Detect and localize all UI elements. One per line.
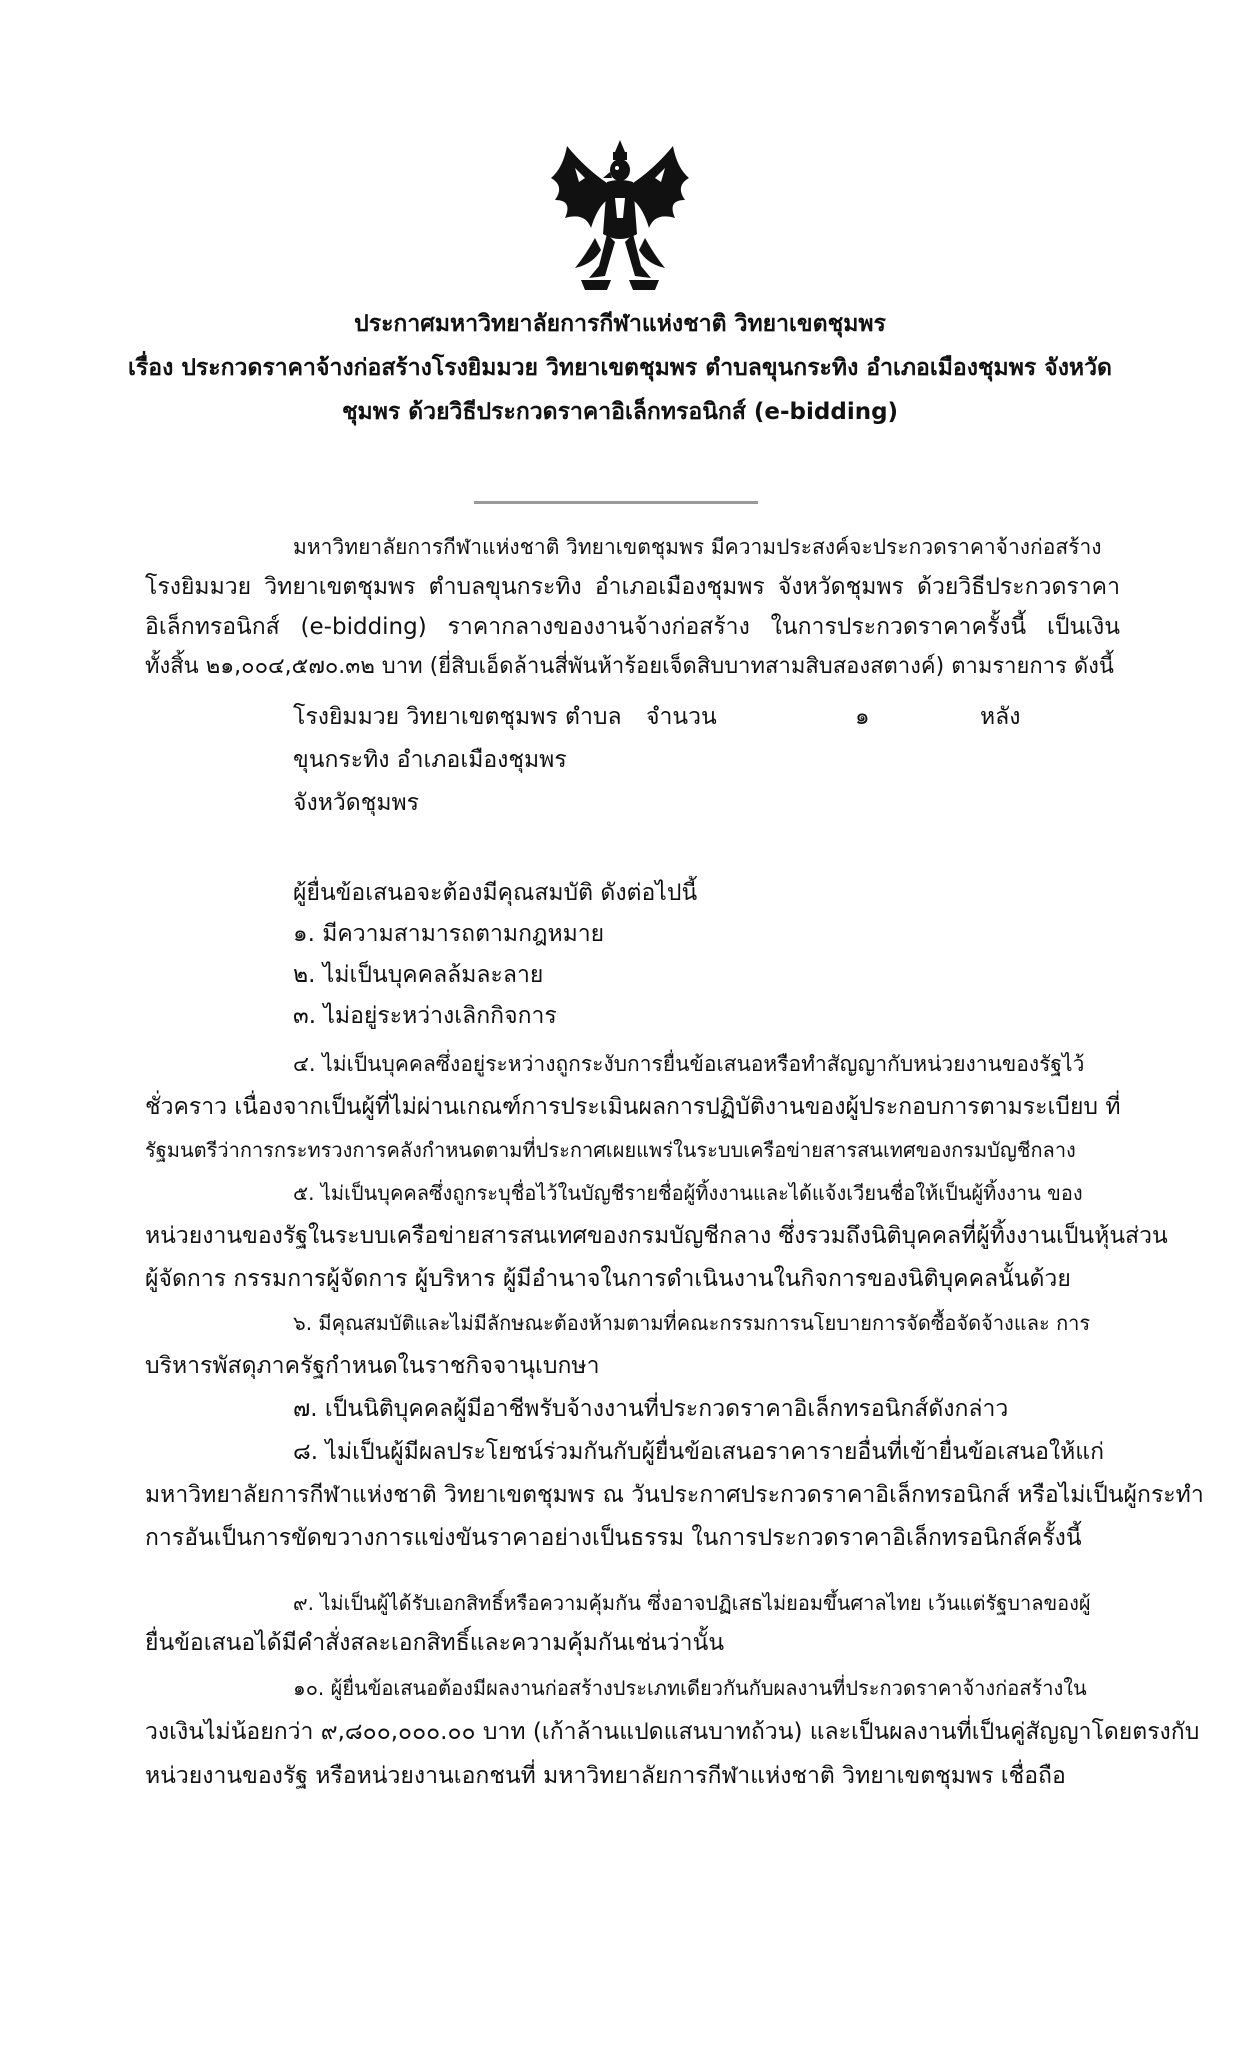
intro-line: โรงยิมมวย วิทยาเขตชุมพร ตำบลขุนกระทิง อำเภอเมืองชุมพร จังหวัดชุมพร ด้วยวิธีประกวดราคา — [145, 574, 1120, 600]
qualification-item: ผู้จัดการ กรรมการผู้จัดการ ผู้บริหาร ผู้มีอำนาจในการดำเนินงานในกิจการของนิติบุคคลนั้นด้วย — [145, 1266, 1071, 1292]
qualification-item: ๘. ไม่เป็นผู้มีผลประโยชน์ร่วมกันกับผู้ยื่นข้อเสนอราคารายอื่นที่เข้ายื่นข้อเสนอให้แก่ — [293, 1439, 1105, 1465]
qualification-item: ๑. มีความสามารถตามกฎหมาย — [293, 921, 605, 947]
qualification-item: บริหารพัสดุภาครัฐกำหนดในราชกิจจานุเบกษา — [145, 1353, 600, 1379]
qualification-item: ๙. ไม่เป็นผู้ได้รับเอกสิทธิ์หรือความคุ้มกัน ซึ่งอาจปฏิเสธไม่ยอมขึ้นศาลไทย เว้นแต่รัฐบาลของผู้ — [293, 1591, 1091, 1615]
announcement-title: ประกาศมหาวิทยาลัยการกีฬาแห่งชาติ วิทยาเขตชุมพร — [354, 311, 886, 337]
qualification-item: หน่วยงานของรัฐในระบบเครือข่ายสารสนเทศของกรมบัญชีกลาง ซึ่งรวมถึงนิติบุคคลที่ผู้ทิ้งงานเป็นหุ้นส่วน — [145, 1223, 1168, 1249]
qualification-item: ๓. ไม่อยู่ระหว่างเลิกกิจการ — [293, 1003, 557, 1029]
qualification-item: ชั่วคราว เนื่องจากเป็นผู้ที่ไม่ผ่านเกณฑ์การประเมินผลการปฏิบัติงานของผู้ประกอบการตามระเบียบ ที่ — [145, 1094, 1121, 1120]
qualification-item: ยื่นข้อเสนอได้มีคำสั่งสละเอกสิทธิ์และความคุ้มกันเช่นว่านั้น — [145, 1630, 725, 1656]
item-name: ขุนกระทิง อำเภอเมืองชุมพร — [293, 747, 567, 773]
qualification-item: หน่วยงานของรัฐ หรือหน่วยงานเอกชนที่ มหาวิทยาลัยการกีฬาแห่งชาติ วิทยาเขตชุมพร เชื่อถือ — [145, 1763, 1066, 1789]
qualification-item: ๑๐. ผู้ยื่นข้อเสนอต้องมีผลงานก่อสร้างประเภทเดียวกันกับผลงานที่ประกวดราคาจ้างก่อสร้างใน — [293, 1676, 1087, 1700]
qualification-item: วงเงินไม่น้อยกว่า ๙,๘๐๐,๐๐๐.๐๐ บาท (เก้าล้านแปดแสนบาทถ้วน) และเป็นผลงานที่เป็นคู่สัญญาโดยตรงกับ — [145, 1719, 1200, 1745]
item-quantity-label: จำนวน — [646, 704, 717, 730]
item-name: จังหวัดชุมพร — [293, 790, 420, 816]
qualification-item: การอันเป็นการขัดขวางการแข่งขันราคาอย่างเป็นธรรม ในการประกวดราคาอิเล็กทรอนิกส์ครั้งนี้ — [145, 1525, 1082, 1551]
title-divider — [474, 501, 758, 504]
qualification-item: ๔. ไม่เป็นบุคคลซึ่งอยู่ระหว่างถูกระงับการยื่นข้อเสนอหรือทำสัญญากับหน่วยงานของรัฐไว้ — [293, 1052, 1085, 1076]
item-quantity-value: ๑ — [855, 704, 870, 730]
item-name: โรงยิมมวย วิทยาเขตชุมพร ตำบล — [293, 704, 622, 730]
subject-line-continued: ชุมพร ด้วยวิธีประกวดราคาอิเล็กทรอนิกส์ (e-bidding) — [341, 399, 899, 425]
subject-line: เรื่อง ประกวดราคาจ้างก่อสร้างโรงยิมมวย วิทยาเขตชุมพร ตำบลขุนกระทิง อำเภอเมืองชุมพร จังหวัด — [128, 355, 1112, 381]
qualification-item: มหาวิทยาลัยการกีฬาแห่งชาติ วิทยาเขตชุมพร ณ วันประกาศประกวดราคาอิเล็กทรอนิกส์ หรือไม่เป็นผู้กระทำ — [145, 1482, 1204, 1508]
qualification-item: รัฐมนตรีว่าการกระทรวงการคลังกำหนดตามที่ประกาศเผยแพร่ในระบบเครือข่ายสารสนเทศของกรมบัญชีกลาง — [145, 1138, 1076, 1162]
intro-line: อิเล็กทรอนิกส์ (e-bidding) ราคากลางของงานจ้างก่อสร้าง ในการประกวดราคาครั้งนี้ เป็นเงิน — [145, 614, 1120, 640]
garuda-emblem-icon — [545, 138, 695, 298]
qualification-item: ๗. เป็นนิติบุคคลผู้มีอาชีพรับจ้างงานที่ประกวดราคาอิเล็กทรอนิกส์ดังกล่าว — [293, 1396, 1009, 1422]
qualification-item: ๒. ไม่เป็นบุคคลล้มละลาย — [293, 962, 544, 988]
intro-line: มหาวิทยาลัยการกีฬาแห่งชาติ วิทยาเขตชุมพร มีความประสงค์จะประกวดราคาจ้างก่อสร้าง — [293, 535, 1102, 559]
qualifications-intro: ผู้ยื่นข้อเสนอจะต้องมีคุณสมบัติ ดังต่อไปนี้ — [293, 880, 698, 906]
qualification-item: ๕. ไม่เป็นบุคคลซึ่งถูกระบุชื่อไว้ในบัญชีรายชื่อผู้ทิ้งงานและได้แจ้งเวียนชื่อให้เป็นผู้ทิ้งงาน ของ — [293, 1181, 1083, 1205]
qualification-item: ๖. มีคุณสมบัติและไม่มีลักษณะต้องห้ามตามที่คณะกรรมการนโยบายการจัดซื้อจัดจ้างและ การ — [293, 1311, 1091, 1335]
item-unit: หลัง — [980, 704, 1021, 730]
intro-line-budget: ทั้งสิ้น ๒๑,๐๐๔,๕๗๐.๓๒ บาท (ยี่สิบเอ็ดล้านสี่พันห้าร้อยเจ็ดสิบบาทสามสิบสองสตางค์) ตามรายการ ดังนี้ — [145, 654, 1114, 679]
